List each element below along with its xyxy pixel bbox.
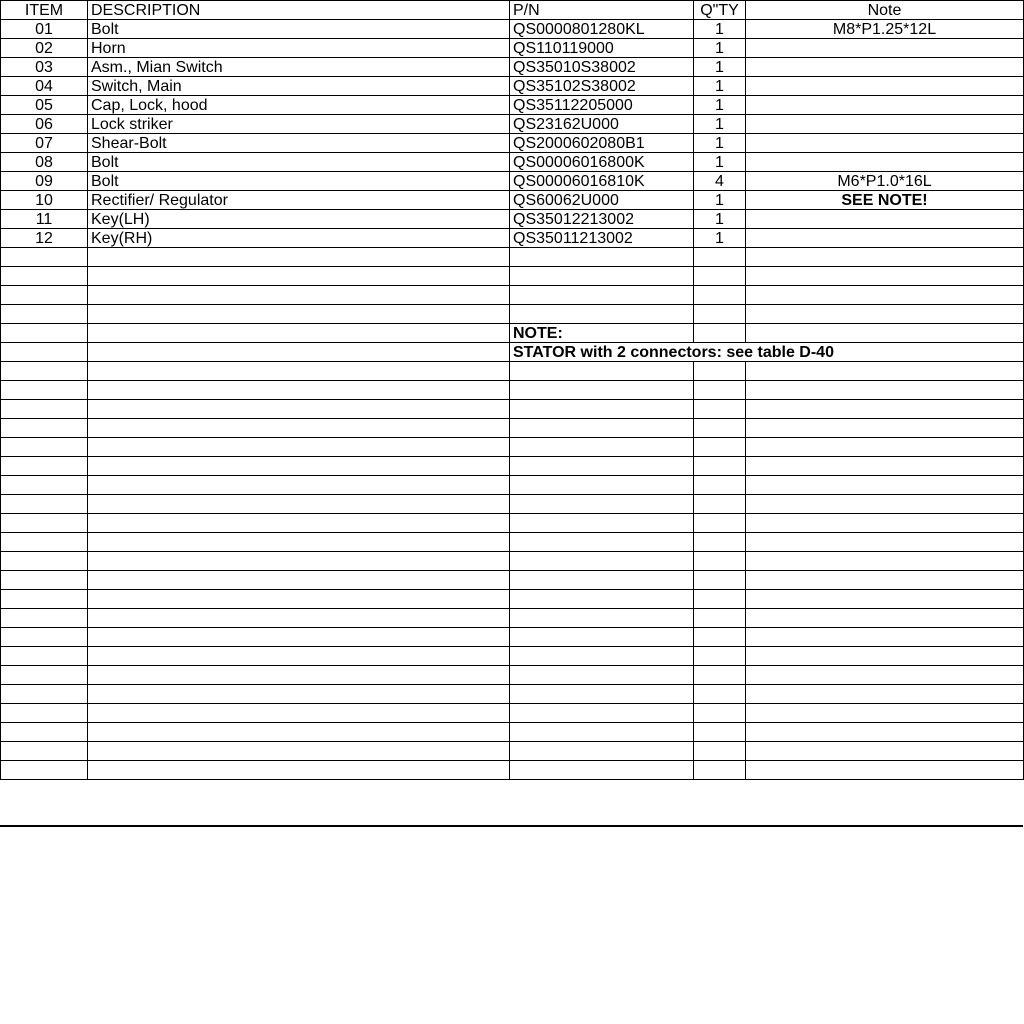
header-pn: P/N — [510, 1, 694, 20]
cell-empty — [510, 723, 694, 742]
cell-empty — [1, 400, 88, 419]
cell-empty — [510, 419, 694, 438]
cell-empty — [694, 362, 746, 381]
cell-empty — [510, 761, 694, 780]
table-row — [1, 39, 1024, 58]
cell-empty — [1, 514, 88, 533]
table-row — [1, 96, 1024, 115]
cell-empty — [88, 343, 510, 362]
empty-row — [1, 761, 1024, 780]
cell-note — [746, 134, 1024, 153]
empty-row — [1, 476, 1024, 495]
cell-empty — [694, 590, 746, 609]
cell-qty: 4 — [694, 172, 746, 191]
cell-note — [746, 58, 1024, 77]
cell-empty — [88, 647, 510, 666]
empty-row — [1, 343, 1024, 362]
table-row — [1, 191, 1024, 210]
cell-empty — [746, 419, 1024, 438]
cell-pn: QS110119000 — [510, 39, 694, 58]
cell-empty — [694, 248, 746, 267]
cell-empty — [746, 685, 1024, 704]
header-description: DESCRIPTION — [88, 1, 510, 20]
empty-row — [1, 324, 1024, 343]
cell-description: Horn — [88, 39, 510, 58]
cell-item: 05 — [1, 96, 88, 115]
cell-empty — [746, 400, 1024, 419]
cell-empty — [1, 419, 88, 438]
cell-qty: 1 — [694, 191, 746, 210]
cell-empty — [88, 742, 510, 761]
cell-empty — [88, 704, 510, 723]
cell-empty — [510, 267, 694, 286]
cell-empty — [88, 381, 510, 400]
cell-qty: 1 — [694, 210, 746, 229]
cell-empty — [746, 628, 1024, 647]
cell-description: Cap, Lock, hood — [88, 96, 510, 115]
cell-empty — [746, 590, 1024, 609]
cell-qty: 1 — [694, 153, 746, 172]
cell-empty — [746, 438, 1024, 457]
cell-description: Rectifier/ Regulator — [88, 191, 510, 210]
empty-row — [1, 457, 1024, 476]
empty-row — [1, 495, 1024, 514]
cell-note: SEE NOTE! — [746, 191, 1024, 210]
cell-item: 07 — [1, 134, 88, 153]
empty-row — [1, 514, 1024, 533]
cell-empty — [746, 552, 1024, 571]
cell-empty — [694, 609, 746, 628]
cell-empty — [1, 742, 88, 761]
cell-empty — [88, 400, 510, 419]
cell-qty: 1 — [694, 229, 746, 248]
cell-empty — [694, 400, 746, 419]
cell-empty — [694, 324, 746, 343]
cell-empty — [694, 514, 746, 533]
cell-empty — [1, 248, 88, 267]
cell-empty — [88, 723, 510, 742]
cell-pn: QS60062U000 — [510, 191, 694, 210]
empty-row — [1, 647, 1024, 666]
cell-note: M6*P1.0*16L — [746, 172, 1024, 191]
cell-empty — [1, 571, 88, 590]
empty-row — [1, 305, 1024, 324]
cell-empty — [1, 267, 88, 286]
cell-empty — [510, 362, 694, 381]
note-text: STATOR with 2 connectors: see table D-40 — [510, 343, 1024, 362]
cell-item: 09 — [1, 172, 88, 191]
empty-row — [1, 552, 1024, 571]
cell-empty — [746, 248, 1024, 267]
cell-empty — [746, 514, 1024, 533]
cell-empty — [88, 533, 510, 552]
cell-description: Key(LH) — [88, 210, 510, 229]
empty-row — [1, 723, 1024, 742]
cell-empty — [510, 533, 694, 552]
cell-empty — [746, 609, 1024, 628]
cell-empty — [746, 666, 1024, 685]
cell-empty — [746, 286, 1024, 305]
cell-empty — [88, 514, 510, 533]
cell-empty — [694, 723, 746, 742]
cell-empty — [510, 305, 694, 324]
cell-empty — [88, 628, 510, 647]
cell-empty — [746, 647, 1024, 666]
empty-row — [1, 685, 1024, 704]
cell-empty — [746, 305, 1024, 324]
empty-row — [1, 590, 1024, 609]
cell-empty — [1, 761, 88, 780]
cell-empty — [88, 286, 510, 305]
cell-empty — [746, 742, 1024, 761]
cell-empty — [1, 628, 88, 647]
cell-description: Bolt — [88, 172, 510, 191]
cell-empty — [694, 419, 746, 438]
cell-empty — [88, 438, 510, 457]
cell-empty — [694, 742, 746, 761]
table-row — [1, 115, 1024, 134]
cell-empty — [88, 552, 510, 571]
cell-empty — [694, 381, 746, 400]
empty-row — [1, 286, 1024, 305]
cell-empty — [694, 666, 746, 685]
cell-item: 01 — [1, 20, 88, 39]
empty-row — [1, 419, 1024, 438]
cell-description: Bolt — [88, 20, 510, 39]
cell-note — [746, 77, 1024, 96]
cell-pn: QS35010S38002 — [510, 58, 694, 77]
cell-pn: QS35012213002 — [510, 210, 694, 229]
cell-note — [746, 39, 1024, 58]
cell-empty — [510, 685, 694, 704]
cell-empty — [510, 571, 694, 590]
cell-empty — [1, 324, 88, 343]
cell-empty — [510, 704, 694, 723]
cell-empty — [746, 362, 1024, 381]
cell-empty — [694, 685, 746, 704]
cell-item: 03 — [1, 58, 88, 77]
cell-empty — [88, 495, 510, 514]
cell-item: 02 — [1, 39, 88, 58]
cell-pn: QS2000602080B1 — [510, 134, 694, 153]
cell-empty — [1, 476, 88, 495]
cell-empty — [1, 362, 88, 381]
cell-empty — [746, 381, 1024, 400]
cell-empty — [694, 305, 746, 324]
cell-item: 06 — [1, 115, 88, 134]
cell-empty — [510, 628, 694, 647]
cell-qty: 1 — [694, 58, 746, 77]
cell-empty — [746, 457, 1024, 476]
cell-empty — [1, 723, 88, 742]
cell-empty — [1, 609, 88, 628]
cell-empty — [88, 305, 510, 324]
cell-empty — [510, 742, 694, 761]
cell-empty — [746, 324, 1024, 343]
cell-empty — [88, 457, 510, 476]
cell-empty — [1, 647, 88, 666]
cell-item: 08 — [1, 153, 88, 172]
cell-empty — [1, 704, 88, 723]
cell-description: Key(RH) — [88, 229, 510, 248]
cell-empty — [746, 476, 1024, 495]
table-row — [1, 77, 1024, 96]
cell-empty — [510, 286, 694, 305]
cell-empty — [746, 533, 1024, 552]
cell-empty — [88, 248, 510, 267]
cell-description: Lock striker — [88, 115, 510, 134]
cell-qty: 1 — [694, 134, 746, 153]
table-row — [1, 153, 1024, 172]
cell-qty: 1 — [694, 39, 746, 58]
cell-description: Asm., Mian Switch — [88, 58, 510, 77]
cell-empty — [510, 438, 694, 457]
cell-empty — [1, 343, 88, 362]
cell-empty — [510, 609, 694, 628]
note-title: NOTE: — [510, 324, 694, 343]
cell-empty — [1, 457, 88, 476]
cell-pn: QS23162U000 — [510, 115, 694, 134]
cell-note — [746, 115, 1024, 134]
cell-empty — [694, 286, 746, 305]
empty-row — [1, 704, 1024, 723]
empty-row — [1, 362, 1024, 381]
cell-description: Bolt — [88, 153, 510, 172]
header-item: ITEM — [1, 1, 88, 20]
cell-empty — [694, 628, 746, 647]
cell-empty — [510, 381, 694, 400]
cell-description: Shear-Bolt — [88, 134, 510, 153]
cell-empty — [510, 400, 694, 419]
cell-empty — [88, 324, 510, 343]
cell-empty — [746, 704, 1024, 723]
table-row — [1, 134, 1024, 153]
cell-empty — [88, 571, 510, 590]
cell-item: 04 — [1, 77, 88, 96]
cell-empty — [694, 761, 746, 780]
cell-pn: QS35112205000 — [510, 96, 694, 115]
cell-empty — [88, 685, 510, 704]
empty-row — [1, 438, 1024, 457]
cell-empty — [510, 590, 694, 609]
cell-empty — [746, 495, 1024, 514]
cell-item: 10 — [1, 191, 88, 210]
empty-row — [1, 248, 1024, 267]
cell-empty — [88, 761, 510, 780]
empty-row — [1, 609, 1024, 628]
cell-description: Switch, Main — [88, 77, 510, 96]
cell-note — [746, 229, 1024, 248]
cell-qty: 1 — [694, 77, 746, 96]
cell-empty — [88, 476, 510, 495]
cell-empty — [510, 514, 694, 533]
cell-empty — [694, 647, 746, 666]
table-row — [1, 229, 1024, 248]
cell-empty — [88, 609, 510, 628]
cell-empty — [88, 666, 510, 685]
cell-empty — [1, 590, 88, 609]
cell-empty — [694, 476, 746, 495]
cell-qty: 1 — [694, 96, 746, 115]
cell-empty — [746, 723, 1024, 742]
cell-empty — [1, 286, 88, 305]
cell-empty — [510, 647, 694, 666]
cell-empty — [88, 590, 510, 609]
cell-pn: QS35102S38002 — [510, 77, 694, 96]
header-qty: Q"TY — [694, 1, 746, 20]
cell-empty — [694, 571, 746, 590]
cell-empty — [746, 571, 1024, 590]
empty-row — [1, 381, 1024, 400]
cell-empty — [1, 552, 88, 571]
empty-row — [1, 533, 1024, 552]
cell-empty — [694, 457, 746, 476]
cell-empty — [1, 381, 88, 400]
cell-pn: QS0000801280KL — [510, 20, 694, 39]
cell-pn: QS35011213002 — [510, 229, 694, 248]
cell-note — [746, 153, 1024, 172]
cell-empty — [694, 552, 746, 571]
cell-empty — [746, 761, 1024, 780]
cell-empty — [1, 666, 88, 685]
cell-qty: 1 — [694, 20, 746, 39]
table-row — [1, 20, 1024, 39]
table-row — [1, 210, 1024, 229]
cell-empty — [1, 438, 88, 457]
empty-row — [1, 267, 1024, 286]
cell-empty — [510, 552, 694, 571]
cell-empty — [1, 533, 88, 552]
cell-empty — [510, 248, 694, 267]
cell-empty — [694, 533, 746, 552]
empty-row — [1, 400, 1024, 419]
cell-empty — [88, 362, 510, 381]
cell-empty — [1, 495, 88, 514]
cell-pn: QS00006016800K — [510, 153, 694, 172]
cell-empty — [1, 685, 88, 704]
bottom-rule — [0, 825, 1023, 827]
cell-qty: 1 — [694, 115, 746, 134]
empty-row — [1, 666, 1024, 685]
cell-empty — [694, 438, 746, 457]
header-row — [1, 1, 1024, 20]
cell-empty — [88, 267, 510, 286]
cell-note — [746, 96, 1024, 115]
cell-empty — [746, 267, 1024, 286]
table-row — [1, 172, 1024, 191]
empty-row — [1, 742, 1024, 761]
cell-empty — [88, 419, 510, 438]
cell-empty — [694, 704, 746, 723]
cell-empty — [694, 267, 746, 286]
cell-note — [746, 210, 1024, 229]
cell-note: M8*P1.25*12L — [746, 20, 1024, 39]
cell-item: 11 — [1, 210, 88, 229]
header-note: Note — [746, 1, 1024, 20]
empty-row — [1, 628, 1024, 647]
table-row — [1, 58, 1024, 77]
cell-empty — [510, 476, 694, 495]
cell-empty — [510, 457, 694, 476]
cell-empty — [694, 495, 746, 514]
cell-pn: QS00006016810K — [510, 172, 694, 191]
cell-empty — [510, 495, 694, 514]
cell-empty — [510, 666, 694, 685]
cell-empty — [1, 305, 88, 324]
cell-item: 12 — [1, 229, 88, 248]
empty-row — [1, 571, 1024, 590]
